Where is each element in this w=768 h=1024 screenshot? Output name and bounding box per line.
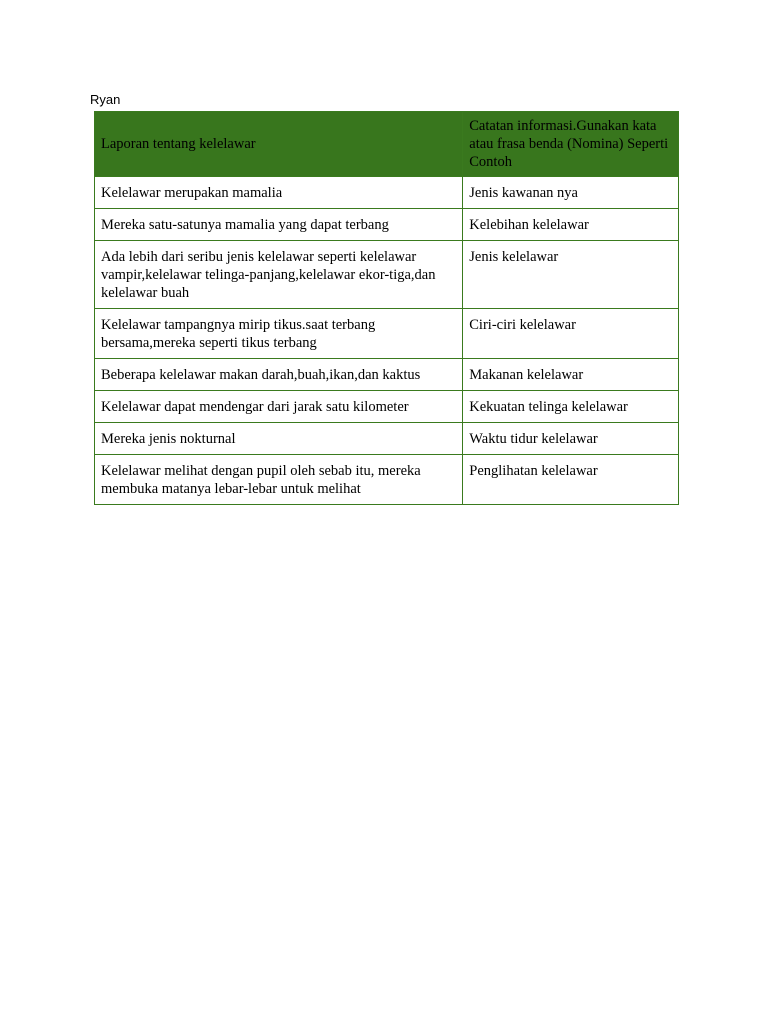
note-cell: Makanan kelelawar (463, 359, 679, 391)
report-cell: Kelelawar tampangnya mirip tikus.saat terbang bersama,mereka seperti tikus terbang (95, 309, 463, 359)
note-cell: Penglihatan kelelawar (463, 455, 679, 505)
note-cell: Ciri-ciri kelelawar (463, 309, 679, 359)
table-row (95, 241, 679, 309)
author-name: Ryan (90, 92, 121, 107)
report-cell: Ada lebih dari seribu jenis kelelawar seperti kelelawar vampir,kelelawar telinga-panjang,kelelawar ekor-tiga,dan kelelawar buah (95, 241, 463, 309)
report-cell: Beberapa kelelawar makan darah,buah,ikan,dan kaktus (95, 359, 463, 391)
table-row (95, 423, 679, 455)
note-cell: Jenis kelelawar (463, 241, 679, 309)
note-cell: Jenis kawanan nya (463, 177, 679, 209)
table-row (95, 359, 679, 391)
table-row (95, 209, 679, 241)
table-row (95, 455, 679, 505)
report-cell: Kelelawar melihat dengan pupil oleh sebab itu, mereka membuka matanya lebar-lebar untuk melihat (95, 455, 463, 505)
bat-report-table (94, 111, 679, 505)
table-row (95, 177, 679, 209)
report-cell: Mereka satu-satunya mamalia yang dapat terbang (95, 209, 463, 241)
table-row (95, 309, 679, 359)
note-cell: Kekuatan telinga kelelawar (463, 391, 679, 423)
report-cell: Kelelawar dapat mendengar dari jarak satu kilometer (95, 391, 463, 423)
table-row (95, 391, 679, 423)
header-report: Laporan tentang kelelawar (95, 112, 463, 177)
note-cell: Kelebihan kelelawar (463, 209, 679, 241)
report-cell: Kelelawar merupakan mamalia (95, 177, 463, 209)
header-note: Catatan informasi.Gunakan kata atau frasa benda (Nomina) Seperti Contoh (463, 112, 679, 177)
report-cell: Mereka jenis nokturnal (95, 423, 463, 455)
table-header-row (95, 112, 679, 177)
note-cell: Waktu tidur kelelawar (463, 423, 679, 455)
